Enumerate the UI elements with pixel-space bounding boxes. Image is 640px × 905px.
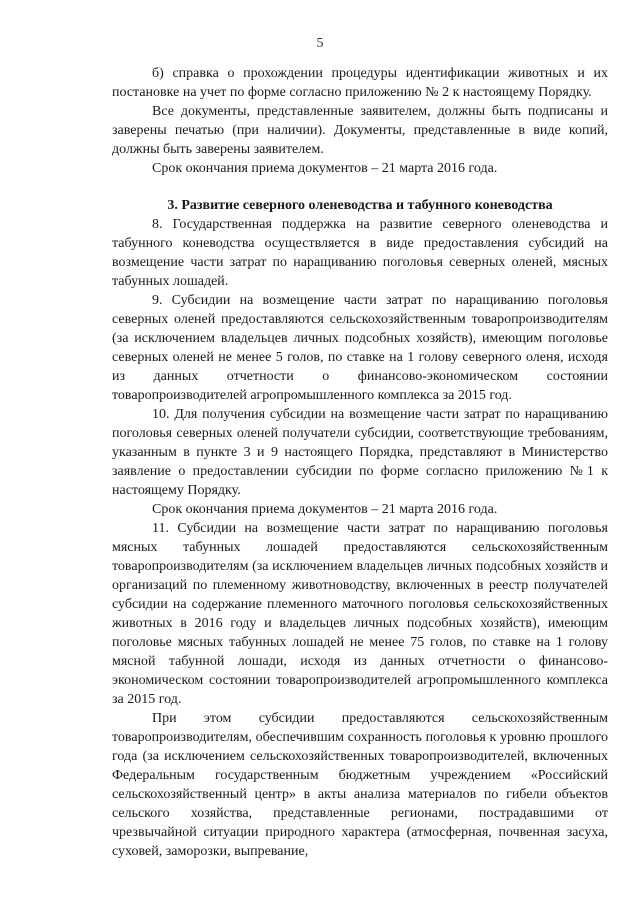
paragraph-deadline: Срок окончания приема документов – 21 марта 2016 года. [152, 161, 498, 176]
paragraph-documents-signed: Все документы, представленные заявителем, должны быть подписаны и заверены печатью (при наличии). Документы, представленные в виде копий, должны быть заверены заявителем. [112, 104, 608, 157]
paragraph-item-9: 9. Субсидии на возмещение части затрат по наращиванию поголовья северных оленей предоставляются сельскохозяйственным товаропроизводителям (за исключением владельцев личных подсобных хозяйств), имеющим поголовье северных оленей не менее 5 голов, по ставке на 1 голову северного оленя, исходя из данных отчетности о финансово-экономическом состоянии товаропроизводителей агропромышленного комплекса за 2015 год. [112, 293, 608, 403]
paragraph-item-11: 11. Субсидии на возмещение части затрат по наращиванию поголовья мясных табунных лошадей предоставляются сельскохозяйственным товаропроизводителям (за исключением владельцев личных подсобных хозяйств и организаций по племенному животноводству, включенных в реестр получателей субсидии на содержание племенного маточного поголовья сельскохозяйственных животных в 2016 году и владельцев личных подсобных хозяйств), имеющим поголовье мясных табунных лошадей не менее 75 голов, по ставке на 1 голову мясной табунной лошади, исходя из данных отчетности о финансово-экономическом состоянии товаропроизводителей агропромышленного комплекса за 2015 год. [112, 521, 608, 707]
document-body [112, 64, 608, 861]
paragraph-certificate: б) справка о прохождении процедуры идентификации животных и их постановке на учет по форме согласно приложению № 2 к настоящему Порядку. [112, 66, 608, 100]
paragraph-conditions: При этом субсидии предоставляются сельскохозяйственным товаропроизводителям, обеспечившим сохранность поголовья к уровню прошлого года (за исключением сельскохозяйственных товаропроизводителей, включенных Федеральным государственным бюджетным учреждением «Российский сельскохозяйственный центр» в акты анализа материалов по гибели объектов сельского хозяйства, представленные регионами, пострадавшими от чрезвычайной ситуации природного характера (атмосферная, почвенная засуха, суховей, заморозки, выпревание, [112, 711, 608, 859]
paragraph-item-8: 8. Государственная поддержка на развитие северного оленеводства и табунного коневодства осуществляется в виде предоставления субсидий на возмещение части затрат по наращиванию поголовья северных оленей, мясных табунных лошадей. [112, 217, 608, 289]
page-number: 5 [316, 36, 324, 51]
paragraph-item-10: 10. Для получения субсидии на возмещение части затрат по наращиванию поголовья северных оленей получатели субсидии, соответствующие требованиям, указанным в пункте 3 и 9 настоящего Порядка, представляют в Министерство заявление о предоставлении субсидии по форме согласно приложению №1 к настоящему Порядку. [112, 407, 608, 498]
section-heading: 3. Развитие северного оленеводства и табунного коневодства [167, 198, 553, 213]
paragraph-deadline-2: Срок окончания приема документов – 21 марта 2016 года. [152, 502, 498, 517]
